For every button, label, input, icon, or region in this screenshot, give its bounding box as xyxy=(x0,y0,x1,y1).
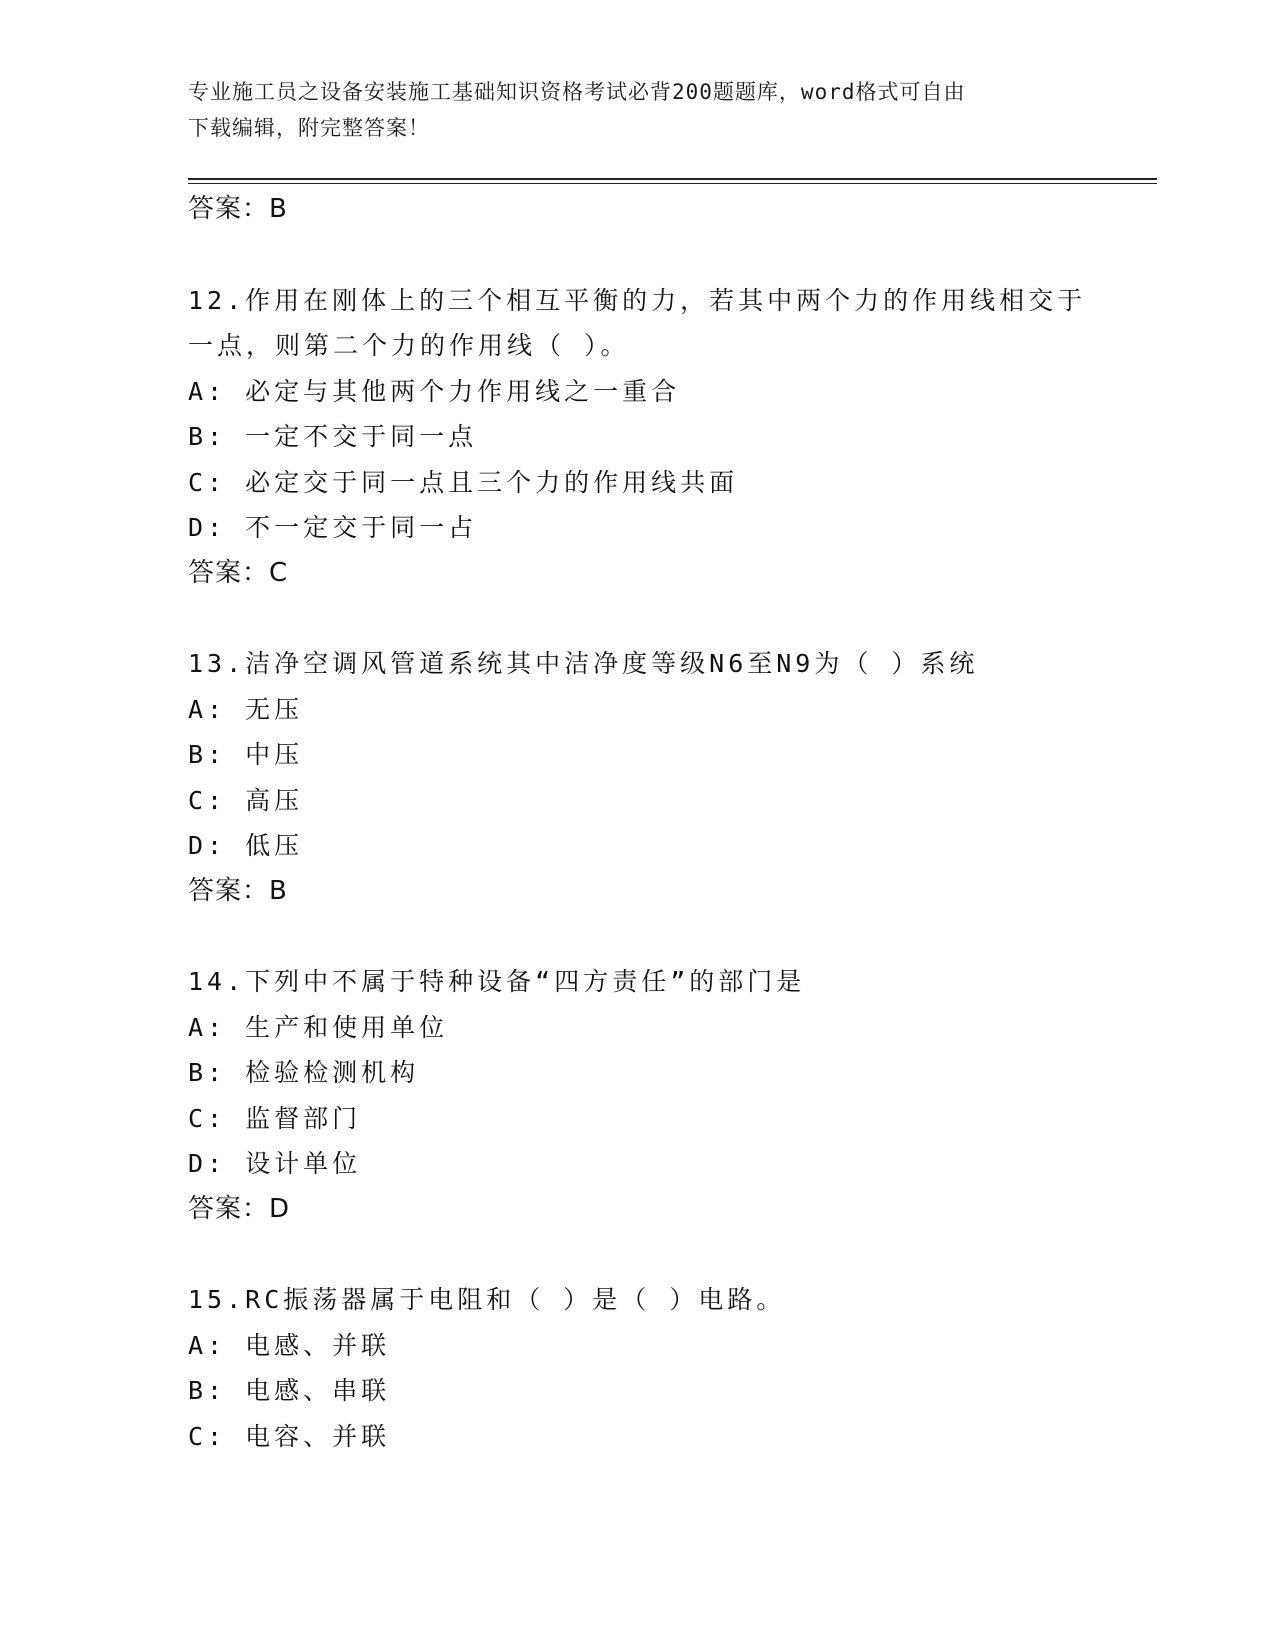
answer-line: 答案：C xyxy=(188,557,289,588)
header-title-line-2: 下载编辑，附完整答案！ xyxy=(188,116,430,140)
option-c: C: 电容、并联 xyxy=(188,1421,391,1451)
question-stem: 15.RC振荡器属于电阻和（ ）是（ ）电路。 xyxy=(188,1285,786,1314)
header-title-line-1: 专业施工员之设备安装施工基础知识资格考试必背200题题库，word格式可自由 xyxy=(188,80,966,104)
option-b: B: 一定不交于同一点 xyxy=(188,422,478,451)
option-a: A: 电感、并联 xyxy=(188,1330,391,1360)
document-header xyxy=(188,74,1088,146)
option-b: B: 电感、串联 xyxy=(188,1376,391,1405)
option-d: D: 低压 xyxy=(188,831,304,860)
question-stem: 13.洁净空调风管道系统其中洁净度等级N6至N9为（ ）系统 xyxy=(188,649,979,678)
question-stem: 12.作用在刚体上的三个相互平衡的力，若其中两个力的作用线相交于 xyxy=(188,285,1087,315)
option-a: A: 无压 xyxy=(188,694,304,724)
option-c: C: 监督部门 xyxy=(188,1103,362,1133)
question-stem: 14.下列中不属于特种设备“四方责任”的部门是 xyxy=(188,967,806,996)
question-13 xyxy=(188,641,1088,914)
question-14 xyxy=(188,959,1088,1232)
answer-line: 答案：B xyxy=(188,194,288,224)
answer-line: 答案：B xyxy=(188,875,288,906)
option-c: C: 高压 xyxy=(188,785,304,815)
option-b: B: 检验检测机构 xyxy=(188,1058,420,1087)
option-d: D: 设计单位 xyxy=(188,1149,362,1178)
option-c: C: 必定交于同一点且三个力的作用线共面 xyxy=(188,467,739,497)
question-stem-continued: 一点，则第二个力的作用线（ ）。 xyxy=(188,331,630,360)
header-divider-thin xyxy=(188,183,1157,184)
question-15 xyxy=(188,1277,1088,1459)
question-list xyxy=(188,187,1088,1459)
option-a: A: 必定与其他两个力作用线之一重合 xyxy=(188,376,681,406)
question-12 xyxy=(188,278,1088,597)
header-divider-thick xyxy=(188,178,1157,180)
option-d: D: 不一定交于同一占 xyxy=(188,513,478,542)
option-b: B: 中压 xyxy=(188,740,304,769)
option-a: A: 生产和使用单位 xyxy=(188,1012,449,1042)
answer-line: 答案：D xyxy=(188,1193,291,1224)
